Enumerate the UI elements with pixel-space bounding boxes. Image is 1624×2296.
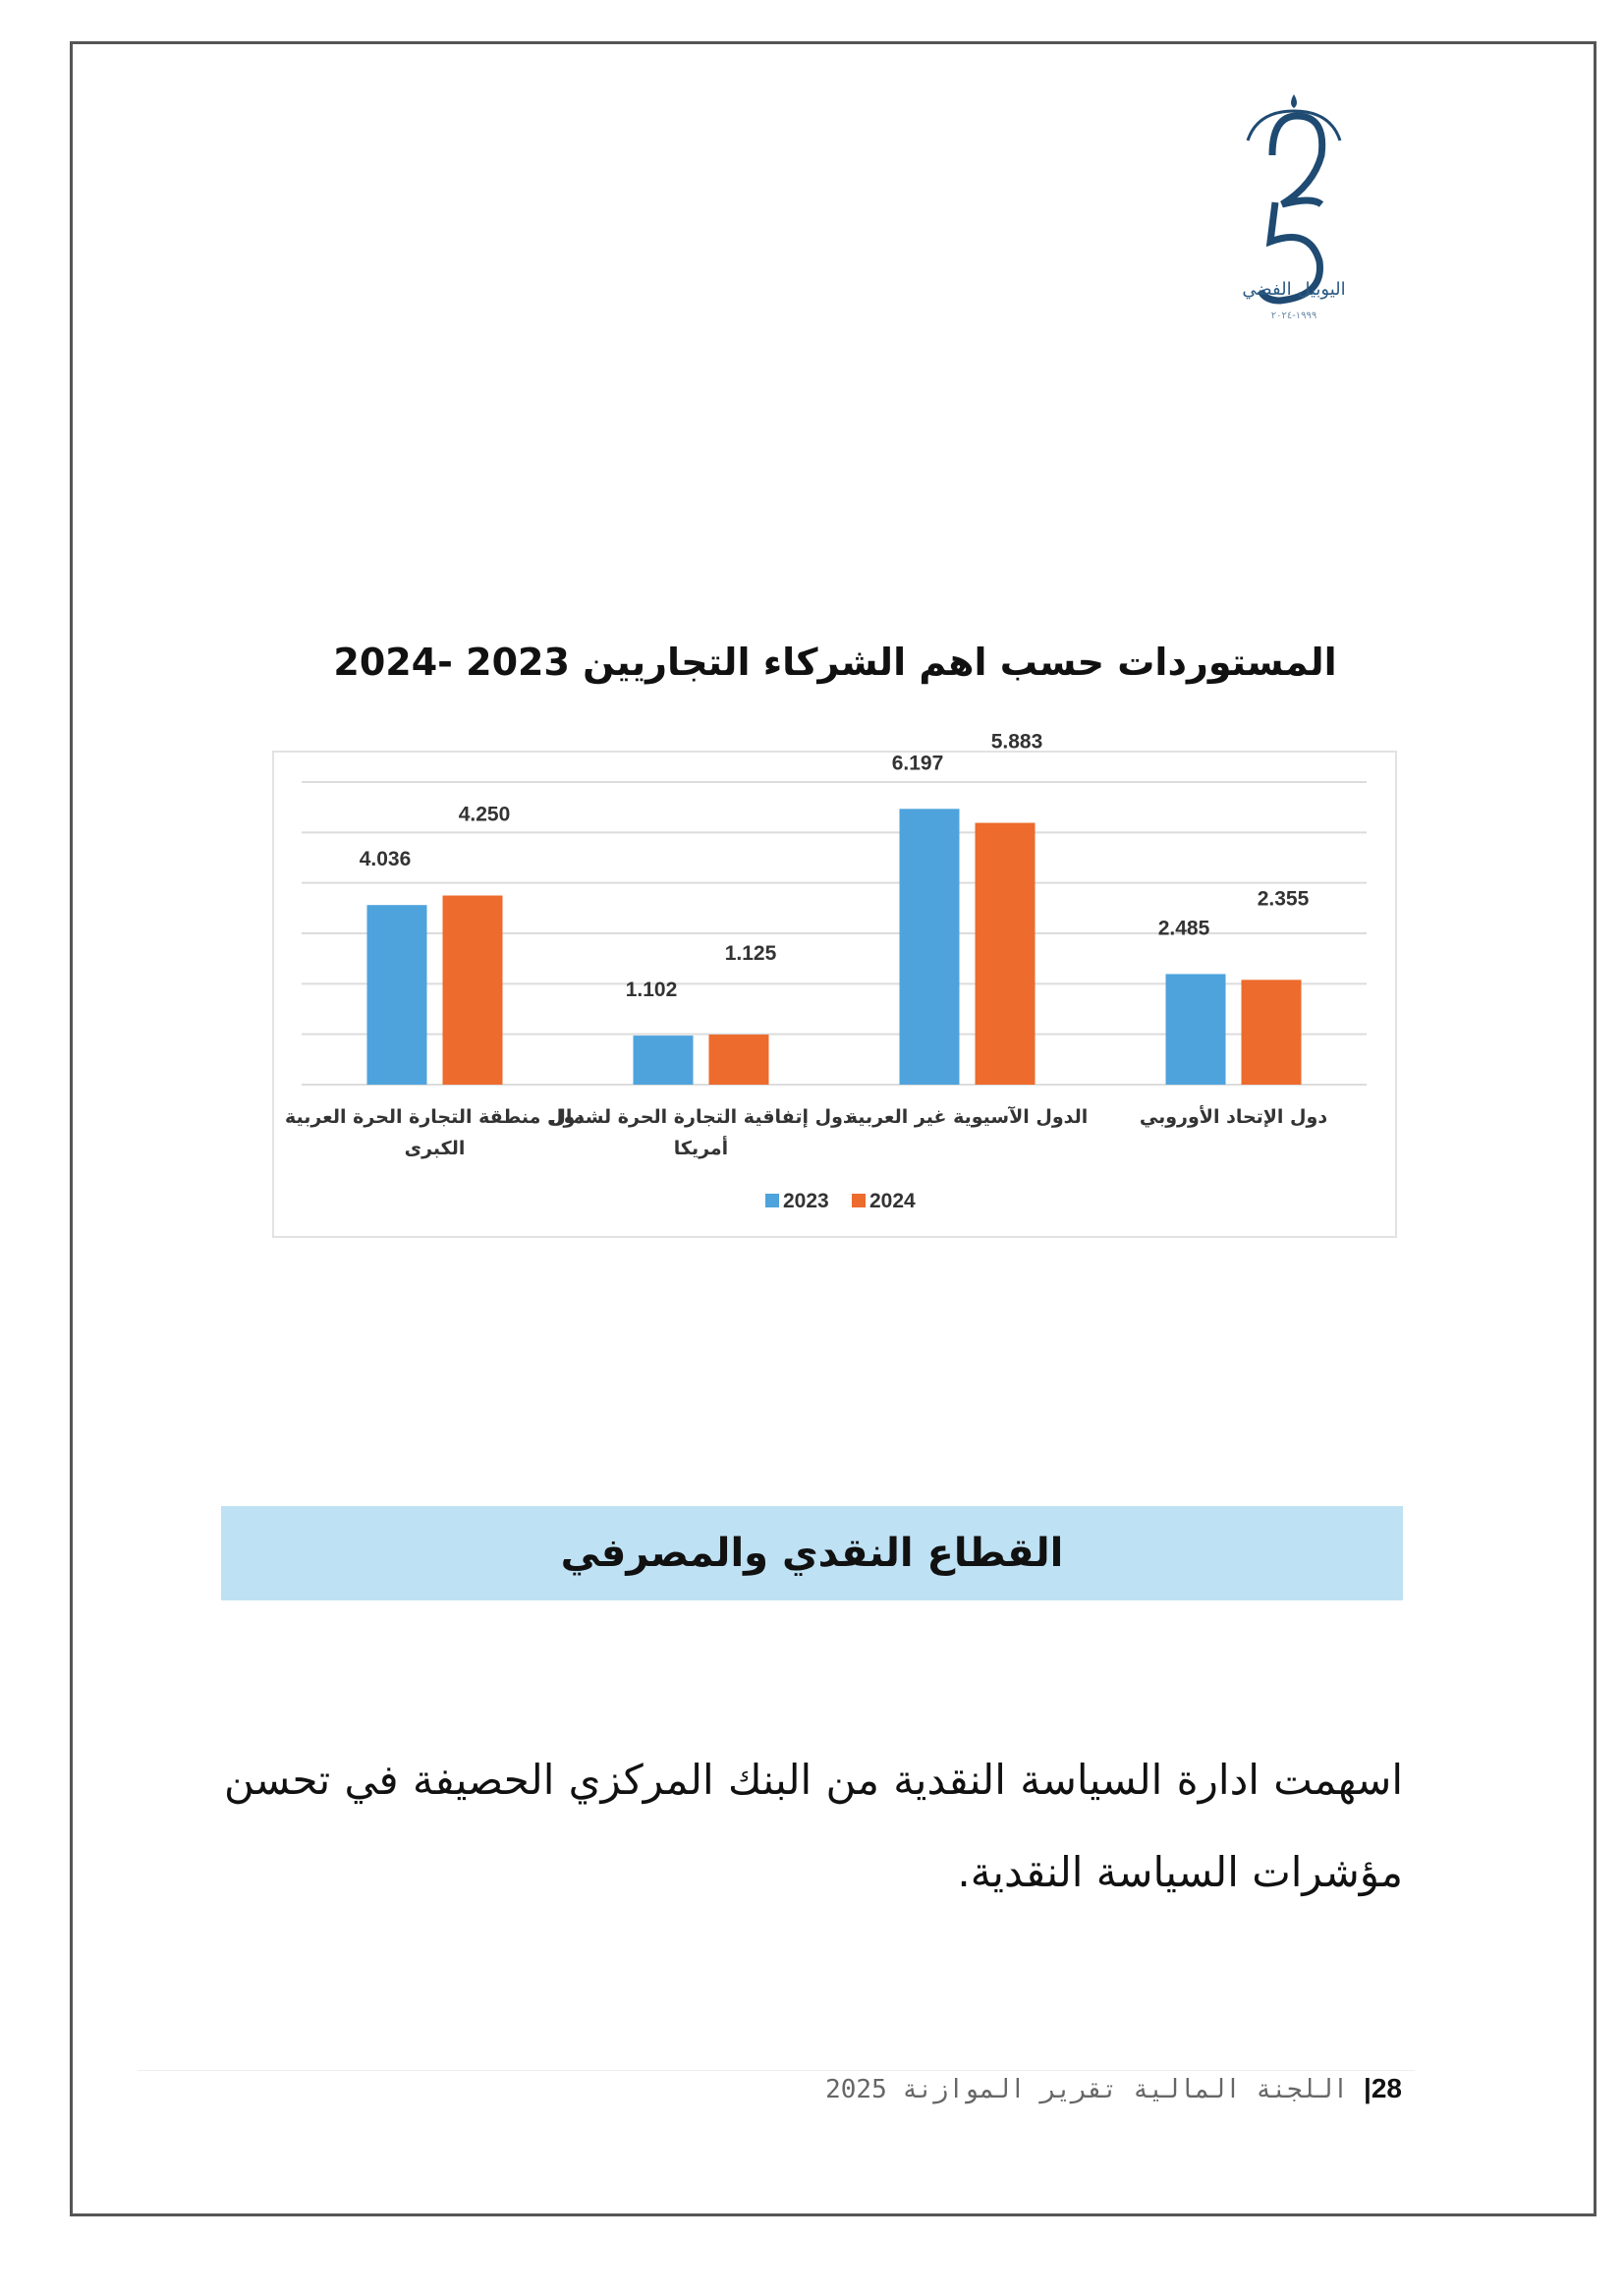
bar-2023: [367, 905, 427, 1085]
bar-2024: [976, 823, 1036, 1085]
data-label: 1.102: [625, 979, 678, 1002]
section-title: القطاع النقدي والمصرفي: [560, 1531, 1064, 1576]
page-footer: [825, 2073, 1402, 2104]
bar-chart: [272, 730, 1397, 1238]
category-label: الدول الآسيوية غير العربية: [846, 1106, 1089, 1128]
logo-text: اليوبيل الفضي: [1242, 279, 1346, 300]
category-label: الكبرى: [404, 1138, 466, 1159]
silver-jubilee-logo: [1228, 86, 1361, 332]
bar-2024: [1242, 980, 1302, 1085]
category-label: أمريكا: [673, 1138, 729, 1159]
footer-divider: [138, 2070, 1415, 2071]
body-paragraph: اسهمت ادارة السياسة النقدية من البنك المركزي الحصيفة في تحسن مؤشرات السياسة النقدية.: [224, 1756, 1403, 1896]
category-label: دول إتفاقية التجارة الحرة لشمال: [549, 1106, 853, 1128]
legend-swatch: [852, 1194, 866, 1207]
logo-years: ١٩٩٩-٢٠٢٤: [1270, 310, 1317, 321]
bar-2023: [1166, 974, 1226, 1085]
footer-text: اللجنة المالية تقرير الموازنة 2025: [825, 2075, 1349, 2104]
bar-2024: [709, 1035, 769, 1085]
page-number: 28|: [1364, 2073, 1402, 2103]
data-label: 2.355: [1257, 887, 1310, 911]
bar-2023: [900, 809, 960, 1085]
category-label: دول الإتحاد الأوروبي: [1139, 1106, 1328, 1128]
data-label: 1.125: [724, 942, 777, 966]
bar-2023: [634, 1036, 694, 1085]
legend-label: 2023: [783, 1190, 829, 1212]
legend-swatch: [765, 1194, 779, 1207]
section-banner: [221, 1506, 1403, 1600]
bar-2024: [443, 896, 503, 1086]
legend-label: 2024: [869, 1190, 916, 1212]
chart-title: المستوردات حسب اهم الشركاء التجاريين 2023 -2024: [333, 641, 1337, 684]
chart-svg: [274, 730, 1399, 1240]
data-label: 5.883: [990, 730, 1043, 754]
data-label: 4.036: [359, 848, 412, 871]
data-label: 4.250: [458, 803, 511, 826]
data-label: 6.197: [891, 752, 944, 775]
category-label: دول منطقة التجارة الحرة العربية: [284, 1106, 586, 1128]
data-label: 2.485: [1157, 917, 1210, 940]
